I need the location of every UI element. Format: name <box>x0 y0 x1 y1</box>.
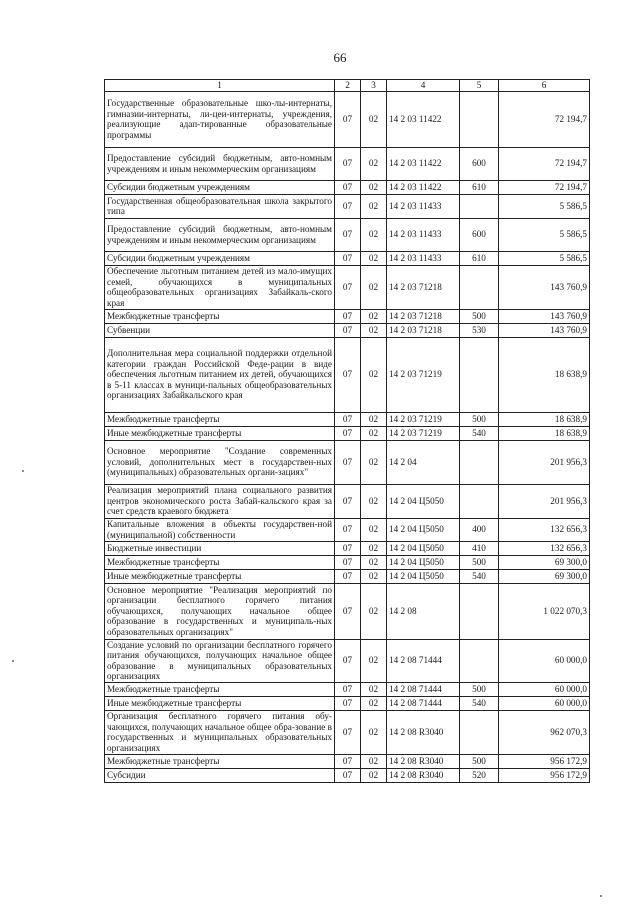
row-name: Субсидии <box>105 768 335 782</box>
row-name: Предоставление субсидий бюджетным, авто-номным учреждениям и иным некоммерческим организациям <box>105 218 335 251</box>
row-subsection: 02 <box>361 639 387 682</box>
table-row <box>105 91 590 147</box>
row-section: 07 <box>335 682 361 696</box>
row-section: 07 <box>335 541 361 555</box>
row-name: Субсидии бюджетным учреждениям <box>105 251 335 265</box>
row-subsection: 02 <box>361 768 387 782</box>
row-subsection: 02 <box>361 251 387 265</box>
row-subsection: 02 <box>361 555 387 569</box>
row-section: 07 <box>335 218 361 251</box>
row-target-article: 14 2 04 Ц5050 <box>387 518 460 541</box>
row-name: Предоставление субсидий бюджетным, авто-номным учреждениям и иным некоммерческим организациям <box>105 147 335 180</box>
table-row <box>105 323 590 337</box>
row-name: Организация бесплатного горячего питания обу-чающихся, получающих начальное общее обра-зование в государственных и муниципальных образовательных организациях <box>105 710 335 754</box>
row-target-article: 14 2 03 71218 <box>387 265 460 309</box>
header-col-2: 2 <box>335 80 361 92</box>
row-target-article: 14 2 03 11433 <box>387 251 460 265</box>
header-col-5: 5 <box>460 80 499 92</box>
scan-speck <box>22 470 24 472</box>
row-subsection: 02 <box>361 180 387 194</box>
row-expense-type: 400 <box>460 518 499 541</box>
row-subsection: 02 <box>361 265 387 309</box>
table-row <box>105 412 590 426</box>
row-subsection: 02 <box>361 754 387 768</box>
row-expense-type <box>460 91 499 147</box>
header-row <box>105 80 590 92</box>
row-section: 07 <box>335 309 361 323</box>
row-amount: 18 638,9 <box>499 337 590 412</box>
row-target-article: 14 2 03 71219 <box>387 426 460 440</box>
row-target-article: 14 2 04 Ц5050 <box>387 541 460 555</box>
row-subsection: 02 <box>361 426 387 440</box>
scan-speck <box>12 660 14 662</box>
table-body <box>105 91 590 782</box>
row-amount: 5 586,5 <box>499 251 590 265</box>
row-amount: 5 586,5 <box>499 218 590 251</box>
row-expense-type <box>460 194 499 218</box>
row-target-article: 14 2 08 <box>387 583 460 639</box>
table-row <box>105 696 590 710</box>
table-row <box>105 194 590 218</box>
row-target-article: 14 2 03 71218 <box>387 323 460 337</box>
table-row <box>105 518 590 541</box>
row-section: 07 <box>335 754 361 768</box>
row-expense-type: 500 <box>460 555 499 569</box>
row-name: Межбюджетные трансферты <box>105 682 335 696</box>
row-subsection: 02 <box>361 412 387 426</box>
row-target-article: 14 2 03 71219 <box>387 337 460 412</box>
row-section: 07 <box>335 569 361 583</box>
table-row <box>105 768 590 782</box>
row-subsection: 02 <box>361 91 387 147</box>
row-expense-type: 520 <box>460 768 499 782</box>
row-target-article: 14 2 04 <box>387 440 460 484</box>
row-name: Обеспечение льготным питанием детей из мало-имущих семей, обучающихся в муниципальных общеобразовательных организациях Забайкаль-ского края <box>105 265 335 309</box>
row-amount: 132 656,3 <box>499 518 590 541</box>
row-amount: 956 172,9 <box>499 754 590 768</box>
row-subsection: 02 <box>361 440 387 484</box>
table-row <box>105 251 590 265</box>
header-col-1: 1 <box>105 80 335 92</box>
row-subsection: 02 <box>361 337 387 412</box>
row-subsection: 02 <box>361 696 387 710</box>
row-target-article: 14 2 08 R3040 <box>387 768 460 782</box>
row-name: Субвенции <box>105 323 335 337</box>
row-section: 07 <box>335 583 361 639</box>
table-row <box>105 484 590 518</box>
row-name: Основное мероприятие "Реализация мероприятий по организации бесплатного горячего питания обучающихся, получающих начальное общее образование в государственных и муниципаль-ных образовательных организациях" <box>105 583 335 639</box>
table-row <box>105 265 590 309</box>
table-row <box>105 309 590 323</box>
row-subsection: 02 <box>361 323 387 337</box>
row-section: 07 <box>335 440 361 484</box>
row-expense-type <box>460 639 499 682</box>
row-expense-type: 540 <box>460 426 499 440</box>
table-row <box>105 147 590 180</box>
table-row <box>105 569 590 583</box>
header-col-3: 3 <box>361 80 387 92</box>
row-amount: 18 638,9 <box>499 412 590 426</box>
row-expense-type <box>460 583 499 639</box>
row-expense-type: 500 <box>460 412 499 426</box>
row-name: Субсидии бюджетным учреждениям <box>105 180 335 194</box>
row-expense-type: 610 <box>460 180 499 194</box>
row-section: 07 <box>335 768 361 782</box>
row-expense-type <box>460 440 499 484</box>
scan-speck <box>600 895 602 897</box>
row-name: Межбюджетные трансферты <box>105 412 335 426</box>
row-expense-type <box>460 484 499 518</box>
row-target-article: 14 2 03 71219 <box>387 412 460 426</box>
row-target-article: 14 2 03 11422 <box>387 180 460 194</box>
row-section: 07 <box>335 412 361 426</box>
row-amount: 18 638,9 <box>499 426 590 440</box>
budget-table <box>104 79 590 783</box>
row-target-article: 14 2 08 71444 <box>387 639 460 682</box>
row-expense-type: 540 <box>460 569 499 583</box>
row-amount: 5 586,5 <box>499 194 590 218</box>
table-row <box>105 180 590 194</box>
row-amount: 201 956,3 <box>499 484 590 518</box>
row-target-article: 14 2 08 71444 <box>387 696 460 710</box>
row-name: Межбюджетные трансферты <box>105 754 335 768</box>
row-amount: 60 000,0 <box>499 696 590 710</box>
row-section: 07 <box>335 91 361 147</box>
table-header <box>105 80 590 92</box>
row-subsection: 02 <box>361 710 387 754</box>
row-amount: 69 300,0 <box>499 569 590 583</box>
row-expense-type: 500 <box>460 309 499 323</box>
row-expense-type: 540 <box>460 696 499 710</box>
row-name: Государственные образовательные шко-лы-интернаты, гимназии-интернаты, ли-цеи-интернаты, учреждения, реализующие адап-тированные образовательные программы <box>105 91 335 147</box>
row-subsection: 02 <box>361 682 387 696</box>
row-amount: 201 956,3 <box>499 440 590 484</box>
row-amount: 72 194,7 <box>499 180 590 194</box>
row-amount: 60 000,0 <box>499 639 590 682</box>
row-section: 07 <box>335 337 361 412</box>
row-target-article: 14 2 03 11422 <box>387 147 460 180</box>
row-name: Бюджетные инвестиции <box>105 541 335 555</box>
row-expense-type: 600 <box>460 147 499 180</box>
row-section: 07 <box>335 426 361 440</box>
table-row <box>105 583 590 639</box>
row-name: Капитальные вложения в объекты государствен-ной (муниципальной) собственности <box>105 518 335 541</box>
row-section: 07 <box>335 147 361 180</box>
table-row <box>105 440 590 484</box>
row-amount: 143 760,9 <box>499 265 590 309</box>
row-section: 07 <box>335 180 361 194</box>
header-col-6: 6 <box>499 80 590 92</box>
row-expense-type <box>460 337 499 412</box>
table-row <box>105 639 590 682</box>
page-number: 66 <box>333 50 347 65</box>
row-amount: 962 070,3 <box>499 710 590 754</box>
row-section: 07 <box>335 323 361 337</box>
row-target-article: 14 2 04 Ц5050 <box>387 569 460 583</box>
row-subsection: 02 <box>361 518 387 541</box>
row-amount: 69 300,0 <box>499 555 590 569</box>
row-expense-type: 410 <box>460 541 499 555</box>
row-name: Государственная общеобразовательная школа закрытого типа <box>105 194 335 218</box>
row-section: 07 <box>335 555 361 569</box>
row-target-article: 14 2 04 Ц5050 <box>387 484 460 518</box>
table-row <box>105 682 590 696</box>
table-row <box>105 337 590 412</box>
row-target-article: 14 2 03 11422 <box>387 91 460 147</box>
row-expense-type: 600 <box>460 218 499 251</box>
row-section: 07 <box>335 518 361 541</box>
row-section: 07 <box>335 639 361 682</box>
row-name: Иные межбюджетные трансферты <box>105 569 335 583</box>
row-subsection: 02 <box>361 541 387 555</box>
row-target-article: 14 2 03 11433 <box>387 218 460 251</box>
row-section: 07 <box>335 696 361 710</box>
row-expense-type: 500 <box>460 754 499 768</box>
row-subsection: 02 <box>361 309 387 323</box>
row-name: Создание условий по организации бесплатного горячего питания обучающихся, получающих начальное общее образование в муниципальных образовательных организациях <box>105 639 335 682</box>
row-section: 07 <box>335 251 361 265</box>
row-expense-type: 530 <box>460 323 499 337</box>
row-subsection: 02 <box>361 583 387 639</box>
row-target-article: 14 2 03 71218 <box>387 309 460 323</box>
row-subsection: 02 <box>361 147 387 180</box>
row-target-article: 14 2 08 R3040 <box>387 710 460 754</box>
row-amount: 1 022 070,3 <box>499 583 590 639</box>
row-expense-type <box>460 710 499 754</box>
row-name: Иные межбюджетные трансферты <box>105 426 335 440</box>
row-name: Основное мероприятие "Создание современных условий, дополнительных мест в государствен-ных (муниципальных) образовательных органи-зациях" <box>105 440 335 484</box>
row-subsection: 02 <box>361 218 387 251</box>
row-amount: 72 194,7 <box>499 91 590 147</box>
row-expense-type: 500 <box>460 682 499 696</box>
row-amount: 132 656,3 <box>499 541 590 555</box>
row-target-article: 14 2 08 71444 <box>387 682 460 696</box>
row-amount: 72 194,7 <box>499 147 590 180</box>
row-section: 07 <box>335 710 361 754</box>
table-row <box>105 426 590 440</box>
row-amount: 60 000,0 <box>499 682 590 696</box>
table-row <box>105 541 590 555</box>
table-row <box>105 218 590 251</box>
row-name: Межбюджетные трансферты <box>105 555 335 569</box>
row-amount: 143 760,9 <box>499 309 590 323</box>
row-target-article: 14 2 04 Ц5050 <box>387 555 460 569</box>
row-name: Реализация мероприятий плана социального развития центров экономического роста Забай-кальского края за счет средств краевого бюджета <box>105 484 335 518</box>
header-col-4: 4 <box>387 80 460 92</box>
row-expense-type: 610 <box>460 251 499 265</box>
row-target-article: 14 2 08 R3040 <box>387 754 460 768</box>
row-name: Дополнительная мера социальной поддержки отдельной категории граждан Российской Феде-рации в виде обеспечения льготным питанием их детей, обучающихся в 5-11 классах в муници-пальных общеобразовательных организациях Забайкальского края <box>105 337 335 412</box>
row-section: 07 <box>335 484 361 518</box>
row-subsection: 02 <box>361 569 387 583</box>
table-row <box>105 555 590 569</box>
row-expense-type <box>460 265 499 309</box>
row-section: 07 <box>335 265 361 309</box>
row-subsection: 02 <box>361 194 387 218</box>
row-target-article: 14 2 03 11433 <box>387 194 460 218</box>
row-name: Межбюджетные трансферты <box>105 309 335 323</box>
row-amount: 956 172,9 <box>499 768 590 782</box>
row-amount: 143 760,9 <box>499 323 590 337</box>
table-row <box>105 754 590 768</box>
row-subsection: 02 <box>361 484 387 518</box>
row-section: 07 <box>335 194 361 218</box>
row-name: Иные межбюджетные трансферты <box>105 696 335 710</box>
table-row <box>105 710 590 754</box>
